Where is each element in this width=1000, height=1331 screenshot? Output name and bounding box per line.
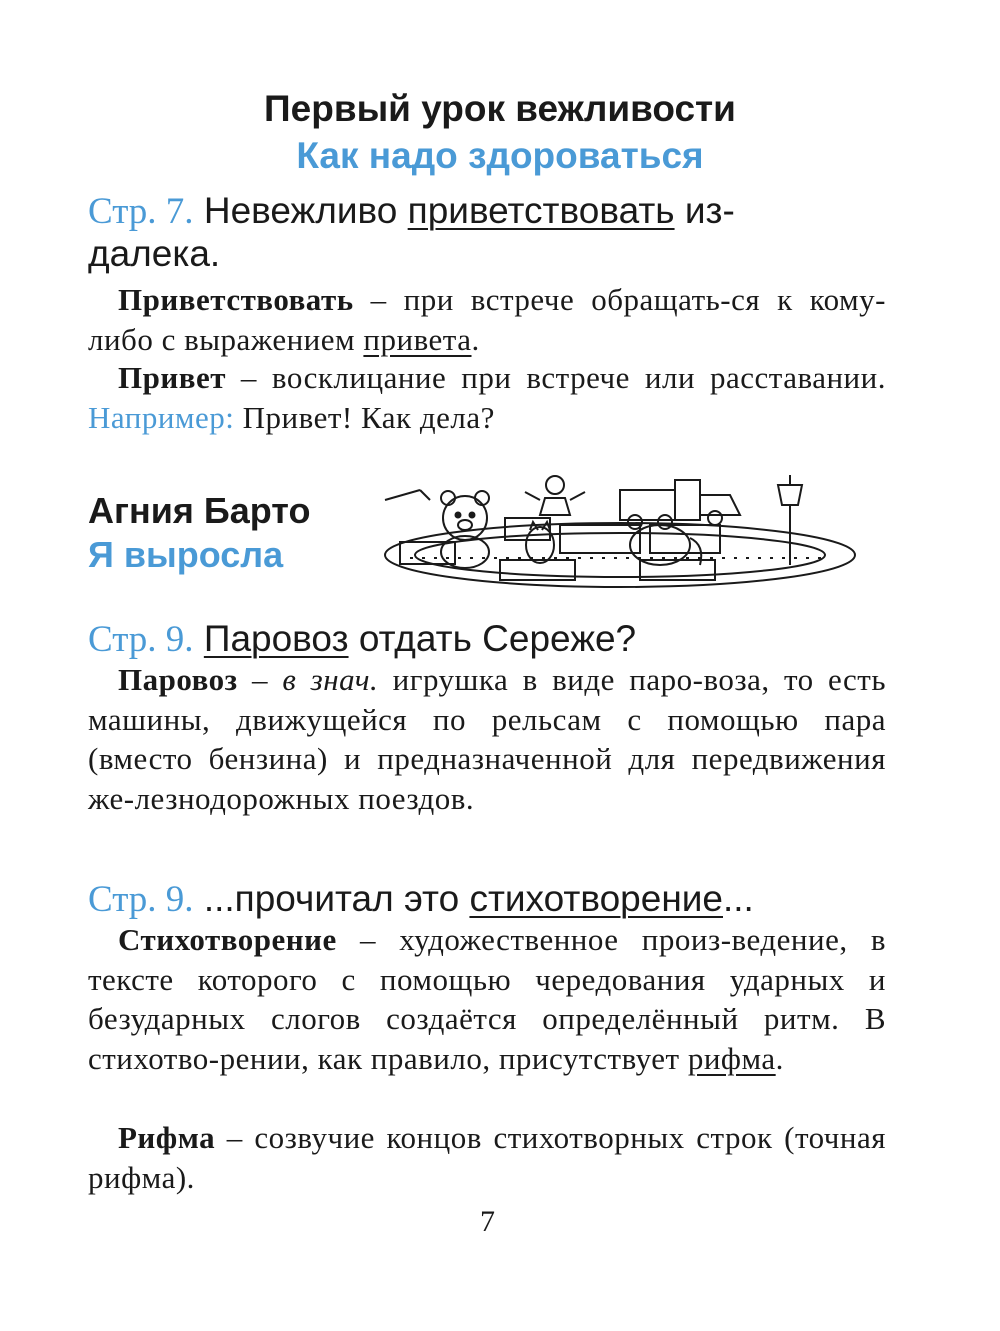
entry2-definition: Паровоз – в знач. игрушка в виде паро-воза, то есть машины, движущейся по рельсам с помощью пара (вместо бензина) и предназначенной для передвижения же-лезнодорожных поездов. [88,662,886,816]
entry2-quote-post: отдать Сереже? [348,618,637,659]
entry1-def1-link: привета [363,321,472,357]
entry3-def1-end: . [775,1040,784,1076]
entry1-reference [88,190,735,233]
entry2-reference [88,618,636,661]
entry1-example: Привет! Как дела? [234,399,495,435]
entry3-page-ref: Стр. 9. [88,879,194,920]
entry2-quote-word: Паровоз [203,618,349,659]
entry1-term1: Приветствовать [118,282,354,317]
entry3-quote-word: стихотворение [469,878,723,919]
entry3-quote-pre: ...прочитал это [193,878,470,919]
entry1-def1-text: – при встрече обращать-ся к кому-либо с выражением [88,282,886,357]
entry3-definition2 [88,1118,886,1197]
entry3-def1-text: – художественное произ-ведение, в тексте которого с помощью чередования ударных и безударных слогов создаётся определённый ритм. В стихотво-рении, как правило, присутствует [88,922,886,1076]
section-subtitle: Как надо здороваться [296,135,704,176]
entry1-quote-pre: Невежливо [193,190,408,231]
entry3-def1-link: рифма [687,1040,776,1076]
entry2-note: в знач. [282,662,379,697]
entry1-definition1 [88,280,886,359]
poem-title: Я выросла [88,534,284,575]
entry1-term2: Привет [118,360,226,395]
entry3-quote-post: ... [723,878,754,919]
entry1-quote-word: приветствовать [407,190,675,231]
entry1-definition2 [88,358,886,437]
entry1-def1-end: . [471,321,480,357]
entry2-page-ref: Стр. 9. [88,619,194,660]
entry1-page-ref: Стр. 7. [88,191,194,232]
entry1-quote-line2: далека. [88,233,221,274]
section-title: Первый урок вежливости [264,88,736,129]
entry3-def2-text: – созвучие концов стихотворных строк (точная рифма). [88,1120,886,1195]
entry3-term1: Стихотворение [118,922,337,957]
entry1-reference-line2 [88,233,220,276]
entry3-reference [88,878,754,921]
entry1-def2-text: – восклицание при встрече или расставании. [225,360,886,395]
entry3-term2: Рифма [118,1120,216,1155]
entry1-quote-post: из- [674,190,735,231]
page-number: 7 [480,1205,495,1238]
entry1-example-label: Например: [88,399,235,435]
entry3-definition1 [88,920,886,1078]
toy-train-illustration [370,470,870,595]
poem-author: Агния Барто [88,490,311,531]
entry2-term: Паровоз [118,662,238,697]
entry2-def-text: игрушка в виде паро-воза, то есть машины, движущейся по рельсам с помощью пара (вместо бензина) и предназначенной для передвижения же-лезнодорожных поездов. [88,662,886,816]
